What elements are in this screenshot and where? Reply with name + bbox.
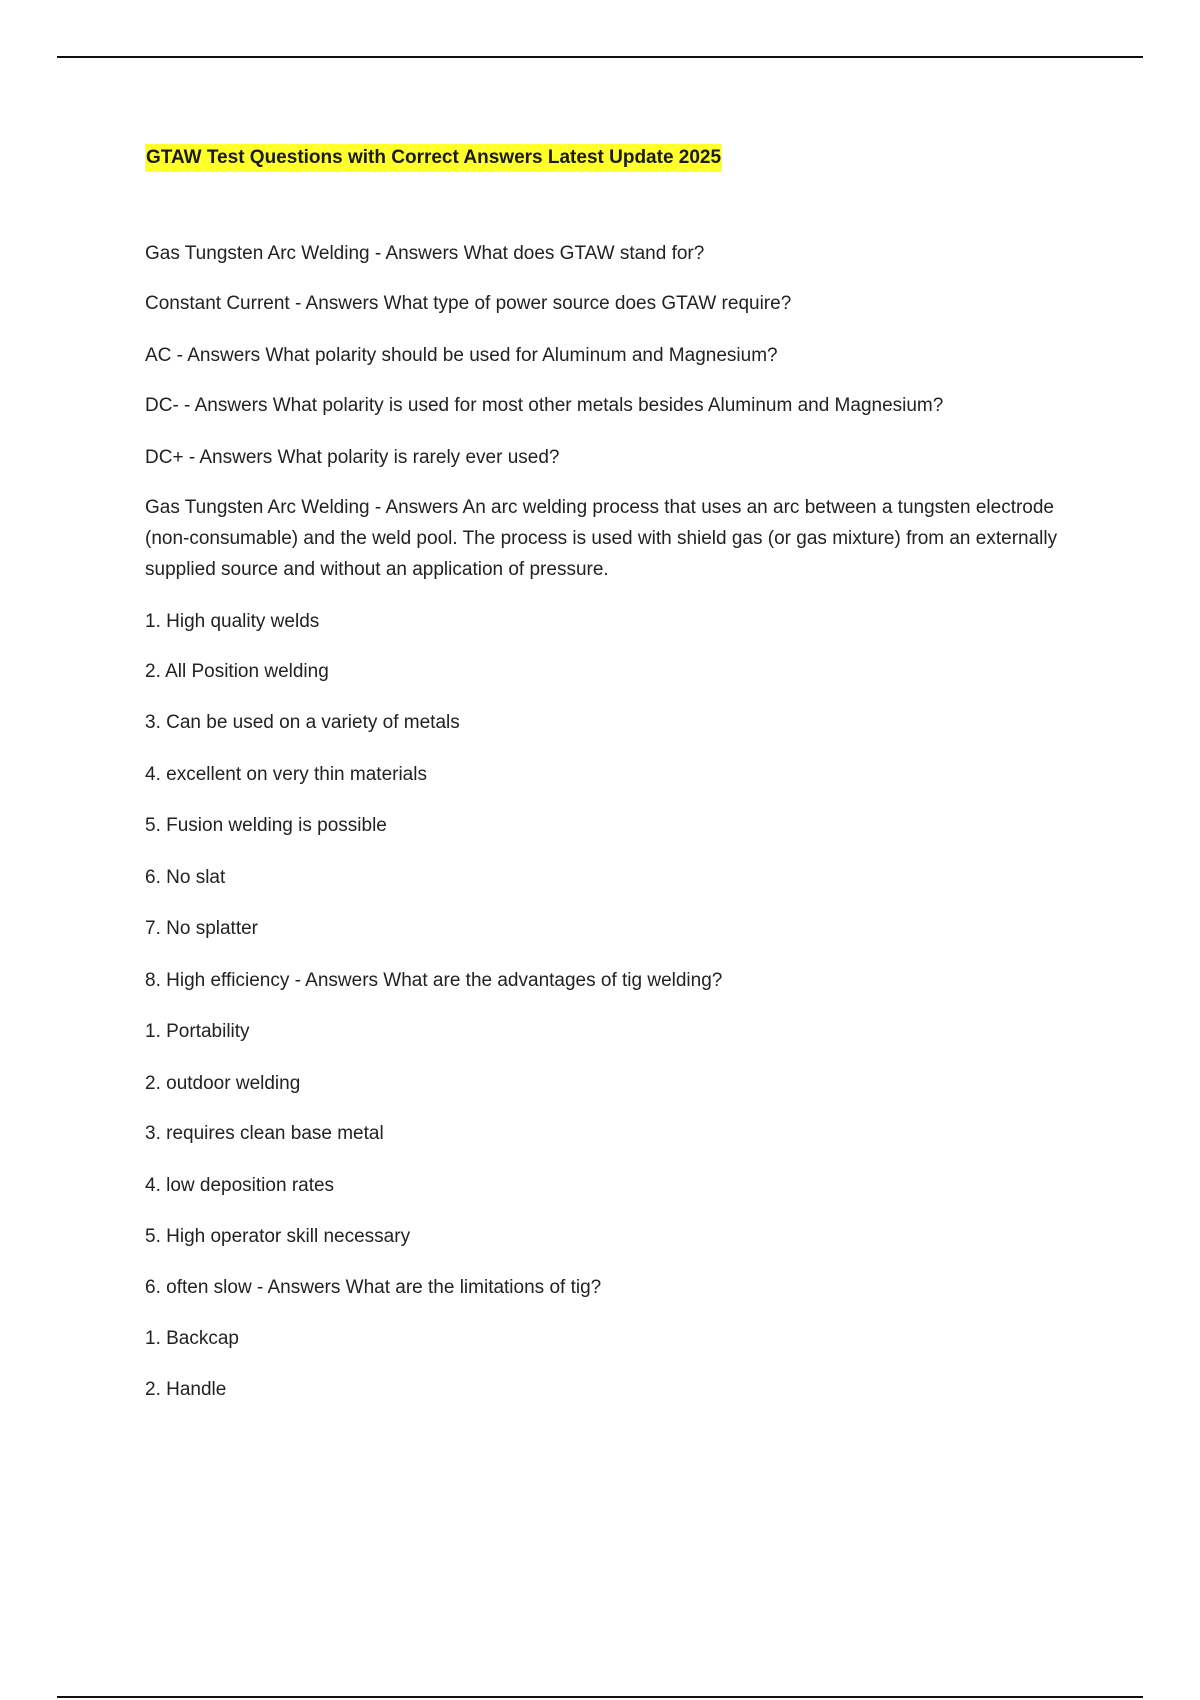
paragraph: Gas Tungsten Arc Welding - Answers What does GTAW stand for? xyxy=(145,243,705,264)
paragraph: Gas Tungsten Arc Welding - Answers An arc welding process that uses an arc between a tungsten electrode (non-consumable) and the weld pool. The process is used with shield gas (or gas mixture) from an externally supplied source and without an application of pressure. xyxy=(145,497,1058,580)
paragraph: Constant Current - Answers What type of power source does GTAW require? xyxy=(145,293,792,314)
list-item: 6. often slow - Answers What are the limitations of tig? xyxy=(145,1277,602,1298)
document-title: GTAW Test Questions with Correct Answers Latest Update 2025 xyxy=(145,144,722,172)
list-item: 4. low deposition rates xyxy=(145,1175,335,1196)
paragraph: DC- - Answers What polarity is used for most other metals besides Aluminum and Magnesium? xyxy=(145,395,944,416)
list-item: 1. Portability xyxy=(145,1021,250,1042)
paragraph: AC - Answers What polarity should be used for Aluminum and Magnesium? xyxy=(145,345,778,366)
list-item: 2. All Position welding xyxy=(145,661,329,682)
paragraph: DC+ - Answers What polarity is rarely ever used? xyxy=(145,447,560,468)
list-item: 5. High operator skill necessary xyxy=(145,1226,411,1247)
document-body xyxy=(145,144,1100,1400)
list-item: 3. requires clean base metal xyxy=(145,1123,384,1144)
list-item: 6. No slat xyxy=(145,867,226,888)
footer-rule xyxy=(57,1696,1143,1698)
list-item: 8. High efficiency - Answers What are the advantages of tig welding? xyxy=(145,970,723,991)
list-item: 2. Handle xyxy=(145,1379,227,1400)
list-item: 4. excellent on very thin materials xyxy=(145,764,427,785)
list-item: 1. Backcap xyxy=(145,1328,239,1349)
list-item: 5. Fusion welding is possible xyxy=(145,815,387,836)
list-item: 2. outdoor welding xyxy=(145,1073,301,1094)
list-item: 1. High quality welds xyxy=(145,611,320,632)
list-item: 3. Can be used on a variety of metals xyxy=(145,712,460,733)
header-rule xyxy=(57,56,1143,58)
list-item: 7. No splatter xyxy=(145,918,258,939)
